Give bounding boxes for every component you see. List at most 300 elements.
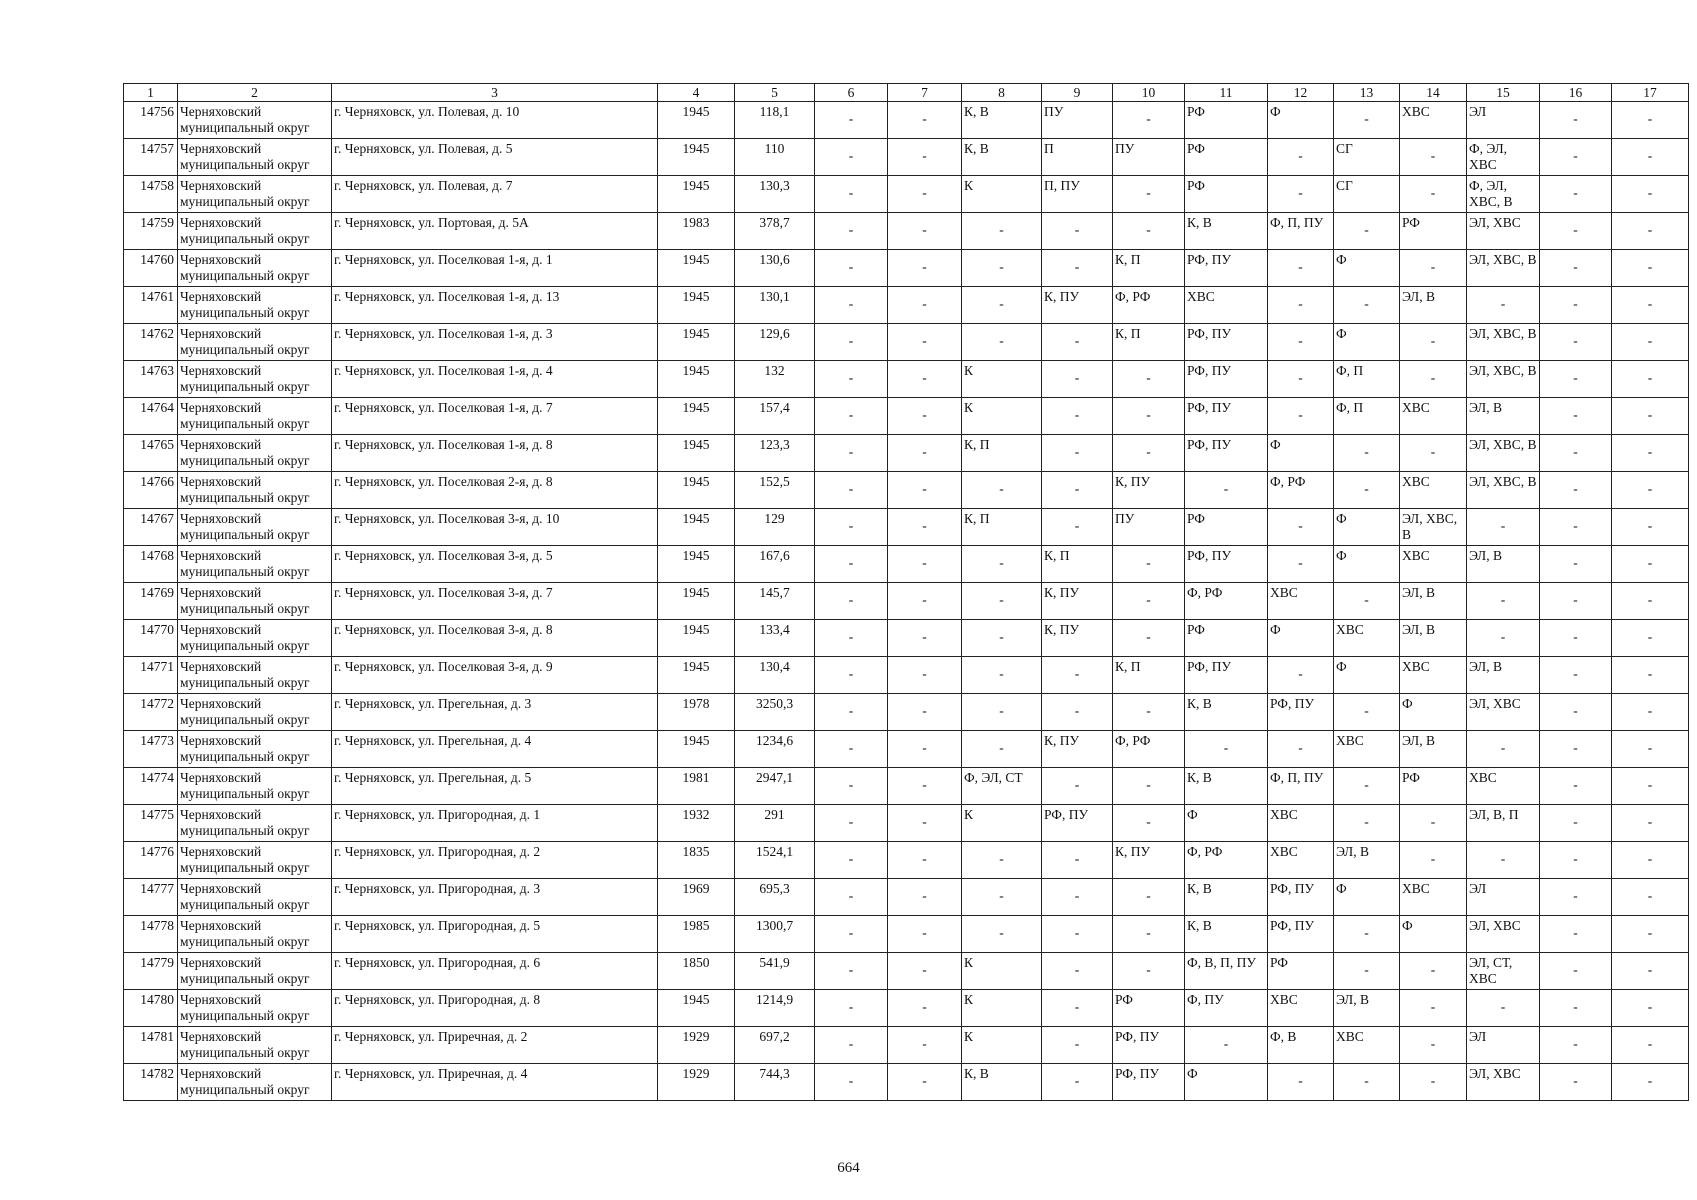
- table-cell-col-5: 697,2: [735, 1027, 815, 1064]
- table-cell-col-5: 1524,1: [735, 842, 815, 879]
- table-cell-col-16: -: [1540, 398, 1612, 435]
- table-cell-col-7: -: [888, 213, 962, 250]
- table-cell-col-17: -: [1612, 953, 1689, 990]
- table-cell-col-15: -: [1467, 990, 1540, 1027]
- table-cell-col-8: -: [962, 546, 1042, 583]
- table-cell-col-3: г. Черняховск, ул. Поселковая 1-я, д. 4: [332, 361, 658, 398]
- table-cell-col-14: РФ: [1400, 213, 1467, 250]
- table-cell-col-15: -: [1467, 842, 1540, 879]
- table-cell-col-1: 14772: [124, 694, 178, 731]
- table-cell-col-17: -: [1612, 694, 1689, 731]
- table-cell-col-8: К, П: [962, 435, 1042, 472]
- table-cell-col-4: 1945: [658, 990, 735, 1027]
- table-cell-col-9: П: [1042, 139, 1113, 176]
- table-cell-col-4: 1945: [658, 324, 735, 361]
- table-cell-col-9: -: [1042, 879, 1113, 916]
- table-cell-col-13: ЭЛ, В: [1334, 990, 1400, 1027]
- table-cell-col-15: -: [1467, 287, 1540, 324]
- table-cell-col-14: ХВС: [1400, 657, 1467, 694]
- table-cell-col-15: Ф, ЭЛ, ХВС: [1467, 139, 1540, 176]
- column-header-5: 5: [735, 84, 815, 102]
- table-cell-col-4: 1835: [658, 842, 735, 879]
- table-cell-col-13: -: [1334, 102, 1400, 139]
- table-body: [124, 102, 1689, 1101]
- table-cell-col-9: -: [1042, 842, 1113, 879]
- table-cell-col-9: -: [1042, 213, 1113, 250]
- table-cell-col-6: -: [815, 1027, 888, 1064]
- register-table: [123, 83, 1689, 1101]
- table-cell-col-8: К: [962, 398, 1042, 435]
- table-cell-col-3: г. Черняховск, ул. Прегельная, д. 5: [332, 768, 658, 805]
- table-cell-col-5: 157,4: [735, 398, 815, 435]
- column-header-13: 13: [1334, 84, 1400, 102]
- table-cell-col-3: г. Черняховск, ул. Пригородная, д. 5: [332, 916, 658, 953]
- table-cell-col-2: Черняховский муниципальный округ: [178, 842, 332, 879]
- table-cell-col-10: К, ПУ: [1113, 472, 1185, 509]
- table-cell-col-12: Ф, П, ПУ: [1268, 213, 1334, 250]
- table-cell-col-1: 14766: [124, 472, 178, 509]
- table-cell-col-5: 744,3: [735, 1064, 815, 1101]
- table-cell-col-1: 14770: [124, 620, 178, 657]
- table-cell-col-12: ХВС: [1268, 990, 1334, 1027]
- table-cell-col-13: Ф: [1334, 250, 1400, 287]
- table-cell-col-13: -: [1334, 694, 1400, 731]
- table-cell-col-10: -: [1113, 805, 1185, 842]
- table-cell-col-12: Ф, П, ПУ: [1268, 768, 1334, 805]
- table-cell-col-14: ХВС: [1400, 102, 1467, 139]
- table-header: [124, 84, 1689, 102]
- table-cell-col-15: ЭЛ, ХВС, В: [1467, 435, 1540, 472]
- table-cell-col-1: 14761: [124, 287, 178, 324]
- table-cell-col-3: г. Черняховск, ул. Прегельная, д. 4: [332, 731, 658, 768]
- table-cell-col-3: г. Черняховск, ул. Пригородная, д. 6: [332, 953, 658, 990]
- table-cell-col-14: -: [1400, 139, 1467, 176]
- table-cell-col-10: Ф, РФ: [1113, 287, 1185, 324]
- column-header-10: 10: [1113, 84, 1185, 102]
- table-cell-col-7: -: [888, 509, 962, 546]
- table-cell-col-5: 118,1: [735, 102, 815, 139]
- table-cell-col-5: 378,7: [735, 213, 815, 250]
- table-cell-col-7: -: [888, 398, 962, 435]
- table-cell-col-10: -: [1113, 620, 1185, 657]
- table-cell-col-4: 1945: [658, 139, 735, 176]
- table-cell-col-4: 1945: [658, 361, 735, 398]
- table-cell-col-7: -: [888, 953, 962, 990]
- table-cell-col-2: Черняховский муниципальный округ: [178, 361, 332, 398]
- table-cell-col-6: -: [815, 250, 888, 287]
- table-cell-col-7: -: [888, 1027, 962, 1064]
- table-cell-col-6: -: [815, 694, 888, 731]
- table-row: [124, 176, 1689, 213]
- table-cell-col-11: Ф, РФ: [1185, 842, 1268, 879]
- table-cell-col-13: ХВС: [1334, 620, 1400, 657]
- table-cell-col-10: -: [1113, 694, 1185, 731]
- table-cell-col-17: -: [1612, 990, 1689, 1027]
- table-row: [124, 768, 1689, 805]
- table-cell-col-1: 14767: [124, 509, 178, 546]
- table-cell-col-10: -: [1113, 768, 1185, 805]
- table-cell-col-7: -: [888, 620, 962, 657]
- table-cell-col-17: -: [1612, 1064, 1689, 1101]
- table-cell-col-10: -: [1113, 953, 1185, 990]
- table-cell-col-14: Ф: [1400, 694, 1467, 731]
- table-row: [124, 213, 1689, 250]
- table-cell-col-10: -: [1113, 102, 1185, 139]
- column-header-12: 12: [1268, 84, 1334, 102]
- table-cell-col-7: -: [888, 731, 962, 768]
- column-header-1: 1: [124, 84, 178, 102]
- table-cell-col-17: -: [1612, 768, 1689, 805]
- table-cell-col-15: ЭЛ, ХВС, В: [1467, 361, 1540, 398]
- table-cell-col-13: Ф: [1334, 546, 1400, 583]
- table-cell-col-6: -: [815, 620, 888, 657]
- table-cell-col-1: 14760: [124, 250, 178, 287]
- table-cell-col-13: Ф: [1334, 324, 1400, 361]
- table-cell-col-6: -: [815, 842, 888, 879]
- table-cell-col-17: -: [1612, 398, 1689, 435]
- table-cell-col-6: -: [815, 472, 888, 509]
- table-cell-col-1: 14778: [124, 916, 178, 953]
- table-cell-col-2: Черняховский муниципальный округ: [178, 805, 332, 842]
- table-cell-col-5: 695,3: [735, 879, 815, 916]
- table-cell-col-4: 1945: [658, 546, 735, 583]
- table-cell-col-7: -: [888, 472, 962, 509]
- table-cell-col-14: -: [1400, 176, 1467, 213]
- table-cell-col-2: Черняховский муниципальный округ: [178, 250, 332, 287]
- table-cell-col-15: ЭЛ, В, П: [1467, 805, 1540, 842]
- table-cell-col-4: 1969: [658, 879, 735, 916]
- table-cell-col-11: -: [1185, 731, 1268, 768]
- table-cell-col-1: 14771: [124, 657, 178, 694]
- table-cell-col-8: К, В: [962, 1064, 1042, 1101]
- table-cell-col-15: ЭЛ, ХВС, В: [1467, 472, 1540, 509]
- table-cell-col-9: -: [1042, 361, 1113, 398]
- table-cell-col-8: К: [962, 1027, 1042, 1064]
- table-cell-col-11: РФ: [1185, 509, 1268, 546]
- table-cell-col-5: 1300,7: [735, 916, 815, 953]
- table-cell-col-8: -: [962, 842, 1042, 879]
- table-cell-col-16: -: [1540, 842, 1612, 879]
- table-cell-col-1: 14776: [124, 842, 178, 879]
- table-cell-col-13: -: [1334, 916, 1400, 953]
- table-cell-col-16: -: [1540, 583, 1612, 620]
- table-cell-col-6: -: [815, 435, 888, 472]
- table-cell-col-12: -: [1268, 176, 1334, 213]
- table-cell-col-16: -: [1540, 953, 1612, 990]
- table-cell-col-10: -: [1113, 213, 1185, 250]
- table-cell-col-16: -: [1540, 916, 1612, 953]
- table-cell-col-4: 1932: [658, 805, 735, 842]
- table-cell-col-9: -: [1042, 768, 1113, 805]
- table-cell-col-7: -: [888, 102, 962, 139]
- table-cell-col-2: Черняховский муниципальный округ: [178, 398, 332, 435]
- table-cell-col-4: 1945: [658, 472, 735, 509]
- table-cell-col-15: ЭЛ: [1467, 879, 1540, 916]
- table-cell-col-4: 1945: [658, 250, 735, 287]
- table-cell-col-11: Ф: [1185, 805, 1268, 842]
- table-cell-col-4: 1945: [658, 657, 735, 694]
- table-cell-col-17: -: [1612, 176, 1689, 213]
- table-cell-col-12: Ф: [1268, 435, 1334, 472]
- table-cell-col-10: -: [1113, 435, 1185, 472]
- table-cell-col-17: -: [1612, 102, 1689, 139]
- table-cell-col-17: -: [1612, 509, 1689, 546]
- table-cell-col-6: -: [815, 768, 888, 805]
- table-cell-col-3: г. Черняховск, ул. Поселковая 3-я, д. 7: [332, 583, 658, 620]
- table-cell-col-2: Черняховский муниципальный округ: [178, 879, 332, 916]
- table-cell-col-3: г. Черняховск, ул. Пригородная, д. 2: [332, 842, 658, 879]
- table-cell-col-8: -: [962, 583, 1042, 620]
- table-cell-col-8: К: [962, 953, 1042, 990]
- table-cell-col-17: -: [1612, 324, 1689, 361]
- table-cell-col-10: РФ, ПУ: [1113, 1027, 1185, 1064]
- table-cell-col-5: 110: [735, 139, 815, 176]
- table-cell-col-11: К, В: [1185, 916, 1268, 953]
- table-cell-col-7: -: [888, 361, 962, 398]
- table-cell-col-3: г. Черняховск, ул. Поселковая 3-я, д. 5: [332, 546, 658, 583]
- table-cell-col-3: г. Черняховск, ул. Пригородная, д. 3: [332, 879, 658, 916]
- table-cell-col-9: -: [1042, 435, 1113, 472]
- table-cell-col-8: -: [962, 694, 1042, 731]
- table-cell-col-16: -: [1540, 324, 1612, 361]
- column-header-15: 15: [1467, 84, 1540, 102]
- table-cell-col-2: Черняховский муниципальный округ: [178, 1064, 332, 1101]
- table-row: [124, 509, 1689, 546]
- table-cell-col-11: РФ, ПУ: [1185, 435, 1268, 472]
- table-cell-col-12: Ф, В: [1268, 1027, 1334, 1064]
- table-cell-col-11: РФ: [1185, 102, 1268, 139]
- table-cell-col-10: -: [1113, 583, 1185, 620]
- table-cell-col-2: Черняховский муниципальный округ: [178, 583, 332, 620]
- table-cell-col-12: Ф, РФ: [1268, 472, 1334, 509]
- table-cell-col-14: РФ: [1400, 768, 1467, 805]
- table-cell-col-2: Черняховский муниципальный округ: [178, 546, 332, 583]
- table-cell-col-14: -: [1400, 435, 1467, 472]
- table-cell-col-15: -: [1467, 731, 1540, 768]
- table-cell-col-11: РФ, ПУ: [1185, 250, 1268, 287]
- table-cell-col-7: -: [888, 657, 962, 694]
- table-cell-col-17: -: [1612, 472, 1689, 509]
- table-cell-col-4: 1945: [658, 620, 735, 657]
- table-cell-col-2: Черняховский муниципальный округ: [178, 657, 332, 694]
- table-row: [124, 435, 1689, 472]
- table-cell-col-9: К, П: [1042, 546, 1113, 583]
- table-cell-col-7: -: [888, 139, 962, 176]
- table-cell-col-12: -: [1268, 657, 1334, 694]
- table-cell-col-17: -: [1612, 435, 1689, 472]
- table-cell-col-14: -: [1400, 361, 1467, 398]
- table-cell-col-1: 14769: [124, 583, 178, 620]
- table-cell-col-4: 1945: [658, 435, 735, 472]
- column-header-4: 4: [658, 84, 735, 102]
- table-cell-col-3: г. Черняховск, ул. Поселковая 3-я, д. 10: [332, 509, 658, 546]
- table-row: [124, 842, 1689, 879]
- table-cell-col-5: 1234,6: [735, 731, 815, 768]
- table-cell-col-17: -: [1612, 620, 1689, 657]
- table-cell-col-11: РФ, ПУ: [1185, 398, 1268, 435]
- table-cell-col-8: -: [962, 657, 1042, 694]
- table-cell-col-10: -: [1113, 879, 1185, 916]
- table-row: [124, 139, 1689, 176]
- table-cell-col-1: 14763: [124, 361, 178, 398]
- table-cell-col-10: -: [1113, 398, 1185, 435]
- table-cell-col-6: -: [815, 657, 888, 694]
- table-cell-col-10: РФ: [1113, 990, 1185, 1027]
- table-cell-col-4: 1981: [658, 768, 735, 805]
- table-row: [124, 879, 1689, 916]
- table-cell-col-6: -: [815, 139, 888, 176]
- table-cell-col-2: Черняховский муниципальный округ: [178, 287, 332, 324]
- table-cell-col-3: г. Черняховск, ул. Портовая, д. 5А: [332, 213, 658, 250]
- table-cell-col-10: -: [1113, 176, 1185, 213]
- table-cell-col-14: -: [1400, 250, 1467, 287]
- table-cell-col-16: -: [1540, 990, 1612, 1027]
- table-cell-col-15: ЭЛ, ХВС, В: [1467, 250, 1540, 287]
- table-cell-col-5: 123,3: [735, 435, 815, 472]
- table-cell-col-11: Ф, В, П, ПУ: [1185, 953, 1268, 990]
- table-cell-col-14: ХВС: [1400, 879, 1467, 916]
- table-cell-col-10: ПУ: [1113, 509, 1185, 546]
- table-cell-col-3: г. Черняховск, ул. Полевая, д. 5: [332, 139, 658, 176]
- table-cell-col-11: РФ, ПУ: [1185, 546, 1268, 583]
- table-cell-col-9: К, ПУ: [1042, 731, 1113, 768]
- table-cell-col-15: ЭЛ, СТ, ХВС: [1467, 953, 1540, 990]
- table-cell-col-7: -: [888, 324, 962, 361]
- header-row: [124, 84, 1689, 102]
- table-cell-col-8: К, В: [962, 139, 1042, 176]
- table-cell-col-5: 129,6: [735, 324, 815, 361]
- table-cell-col-17: -: [1612, 731, 1689, 768]
- table-cell-col-14: -: [1400, 805, 1467, 842]
- table-cell-col-13: -: [1334, 472, 1400, 509]
- table-cell-col-13: Ф, П: [1334, 398, 1400, 435]
- table-cell-col-6: -: [815, 990, 888, 1027]
- table-cell-col-9: -: [1042, 1064, 1113, 1101]
- table-cell-col-14: ХВС: [1400, 472, 1467, 509]
- column-header-17: 17: [1612, 84, 1689, 102]
- table-cell-col-16: -: [1540, 657, 1612, 694]
- table-cell-col-17: -: [1612, 361, 1689, 398]
- table-cell-col-9: -: [1042, 990, 1113, 1027]
- table-row: [124, 731, 1689, 768]
- table-cell-col-9: -: [1042, 398, 1113, 435]
- table-cell-col-5: 132: [735, 361, 815, 398]
- table-cell-col-7: -: [888, 768, 962, 805]
- table-cell-col-13: Ф: [1334, 657, 1400, 694]
- table-cell-col-6: -: [815, 398, 888, 435]
- table-cell-col-1: 14782: [124, 1064, 178, 1101]
- table-cell-col-13: ЭЛ, В: [1334, 842, 1400, 879]
- table-cell-col-10: -: [1113, 916, 1185, 953]
- table-cell-col-13: -: [1334, 435, 1400, 472]
- table-cell-col-5: 130,4: [735, 657, 815, 694]
- table-cell-col-6: -: [815, 176, 888, 213]
- table-cell-col-16: -: [1540, 1064, 1612, 1101]
- table-cell-col-14: -: [1400, 953, 1467, 990]
- table-cell-col-17: -: [1612, 805, 1689, 842]
- table-cell-col-13: ХВС: [1334, 731, 1400, 768]
- table-cell-col-15: ЭЛ, ХВС: [1467, 1064, 1540, 1101]
- table-cell-col-8: -: [962, 324, 1042, 361]
- table-cell-col-10: К, П: [1113, 250, 1185, 287]
- table-cell-col-9: РФ, ПУ: [1042, 805, 1113, 842]
- table-cell-col-17: -: [1612, 250, 1689, 287]
- table-cell-col-4: 1945: [658, 583, 735, 620]
- table-cell-col-1: 14764: [124, 398, 178, 435]
- table-cell-col-14: ЭЛ, В: [1400, 287, 1467, 324]
- table-cell-col-16: -: [1540, 250, 1612, 287]
- table-cell-col-2: Черняховский муниципальный округ: [178, 102, 332, 139]
- column-header-16: 16: [1540, 84, 1612, 102]
- table-cell-col-8: К: [962, 361, 1042, 398]
- table-cell-col-5: 2947,1: [735, 768, 815, 805]
- table-cell-col-10: К, П: [1113, 324, 1185, 361]
- table-cell-col-11: ХВС: [1185, 287, 1268, 324]
- table-cell-col-9: ПУ: [1042, 102, 1113, 139]
- table-cell-col-10: -: [1113, 361, 1185, 398]
- table-cell-col-4: 1850: [658, 953, 735, 990]
- table-cell-col-16: -: [1540, 361, 1612, 398]
- table-cell-col-15: Ф, ЭЛ, ХВС, В: [1467, 176, 1540, 213]
- table-cell-col-12: ХВС: [1268, 583, 1334, 620]
- table-cell-col-12: РФ, ПУ: [1268, 916, 1334, 953]
- table-cell-col-2: Черняховский муниципальный округ: [178, 324, 332, 361]
- table-cell-col-12: -: [1268, 1064, 1334, 1101]
- table-cell-col-12: -: [1268, 287, 1334, 324]
- table-cell-col-7: -: [888, 176, 962, 213]
- table-row: [124, 916, 1689, 953]
- table-cell-col-7: -: [888, 916, 962, 953]
- table-cell-col-14: -: [1400, 324, 1467, 361]
- table-row: [124, 361, 1689, 398]
- table-cell-col-16: -: [1540, 435, 1612, 472]
- table-row: [124, 102, 1689, 139]
- table-cell-col-14: ЭЛ, ХВС, В: [1400, 509, 1467, 546]
- table-cell-col-9: -: [1042, 657, 1113, 694]
- table-cell-col-11: -: [1185, 1027, 1268, 1064]
- table-cell-col-9: -: [1042, 472, 1113, 509]
- table-cell-col-15: ЭЛ, В: [1467, 657, 1540, 694]
- table-row: [124, 990, 1689, 1027]
- table-cell-col-11: РФ: [1185, 620, 1268, 657]
- table-cell-col-14: -: [1400, 1064, 1467, 1101]
- table-cell-col-11: Ф, РФ: [1185, 583, 1268, 620]
- table-cell-col-16: -: [1540, 731, 1612, 768]
- table-cell-col-8: -: [962, 620, 1042, 657]
- table-cell-col-4: 1945: [658, 287, 735, 324]
- table-row: [124, 398, 1689, 435]
- table-cell-col-5: 167,6: [735, 546, 815, 583]
- table-cell-col-1: 14775: [124, 805, 178, 842]
- table-cell-col-1: 14774: [124, 768, 178, 805]
- table-cell-col-8: К: [962, 176, 1042, 213]
- table-cell-col-17: -: [1612, 583, 1689, 620]
- table-cell-col-17: -: [1612, 657, 1689, 694]
- table-cell-col-5: 1214,9: [735, 990, 815, 1027]
- table-cell-col-6: -: [815, 361, 888, 398]
- table-cell-col-2: Черняховский муниципальный округ: [178, 176, 332, 213]
- table-cell-col-9: -: [1042, 509, 1113, 546]
- table-cell-col-11: РФ, ПУ: [1185, 361, 1268, 398]
- table-cell-col-1: 14762: [124, 324, 178, 361]
- table-cell-col-2: Черняховский муниципальный округ: [178, 916, 332, 953]
- table-cell-col-15: -: [1467, 509, 1540, 546]
- table-cell-col-8: -: [962, 472, 1042, 509]
- table-row: [124, 953, 1689, 990]
- table-cell-col-5: 152,5: [735, 472, 815, 509]
- table-cell-col-5: 291: [735, 805, 815, 842]
- table-cell-col-14: ХВС: [1400, 546, 1467, 583]
